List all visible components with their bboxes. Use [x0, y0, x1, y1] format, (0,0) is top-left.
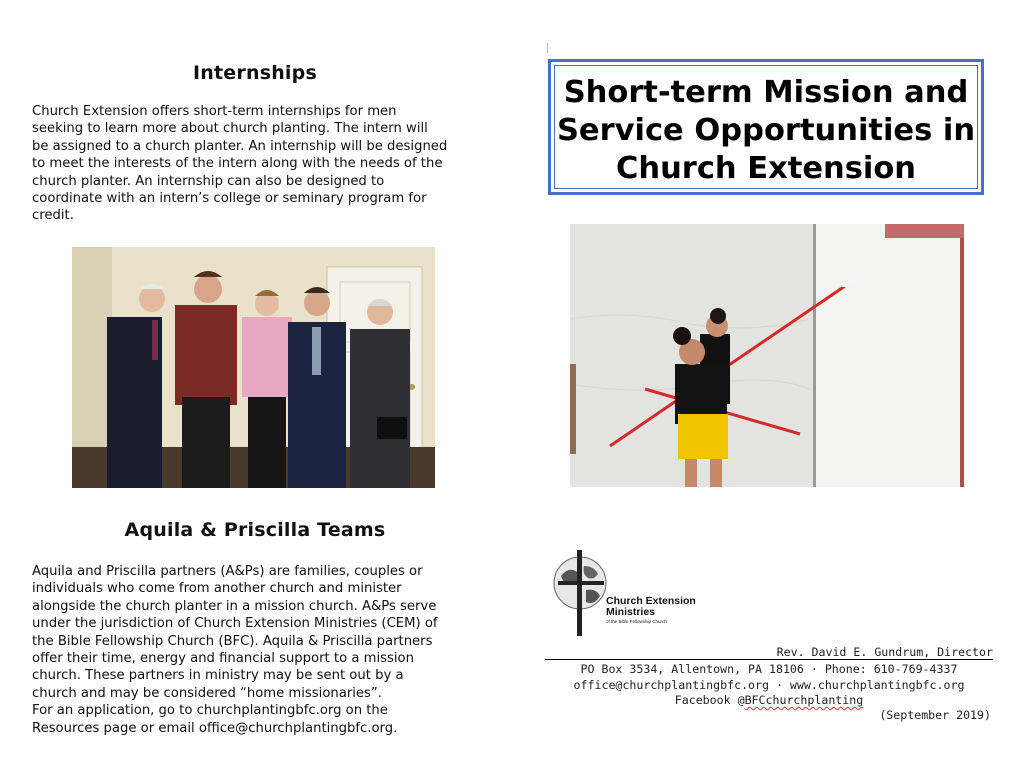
- paragraph-line: church planter. An internship can also be designed to: [32, 173, 385, 189]
- address-line: PO Box 3534, Allentown, PA 18106 · Phone: 610-769-4337: [580, 662, 958, 676]
- group-photo: [72, 247, 435, 488]
- title-line: Short-term Mission and: [563, 75, 969, 110]
- title-line: Service Opportunities in: [556, 113, 976, 148]
- paragraph-line: seeking to learn more about church planting. The intern will: [32, 121, 428, 137]
- paragraph-line: credit.: [32, 208, 74, 224]
- paragraph-line: church. These partners in ministry may be sent out by a: [32, 668, 404, 684]
- brochure-title: [551, 74, 981, 188]
- logo-line-3: of the Bible Fellowship Church: [606, 619, 667, 624]
- director-line: Rev. David E. Gundrum, Director: [776, 645, 993, 659]
- date-line: (September 2019): [879, 708, 991, 722]
- aquila-priscilla-paragraph: [32, 563, 492, 737]
- title-box: [548, 59, 984, 195]
- paragraph-line: to meet the interests of the intern along with the needs of the: [32, 156, 443, 172]
- paragraph-line: Church Extension offers short-term internships for men: [32, 104, 397, 119]
- web-line: office@churchplantingbfc.org · www.churchplantingbfc.org: [573, 678, 965, 692]
- title-line: Church Extension: [615, 151, 917, 186]
- ministry-logo: [546, 548, 696, 638]
- paragraph-line: Resources page or email office@churchplantingbfc.org.: [32, 720, 398, 736]
- internships-paragraph: [32, 103, 492, 225]
- paragraph-line: coordinate with an intern’s college or seminary program for: [32, 191, 427, 207]
- paragraph-line: Aquila and Priscilla partners (A&Ps) are families, couples or: [32, 564, 423, 579]
- footer-divider: [545, 659, 993, 660]
- paragraph-line: individuals who come from another church and minister: [32, 581, 402, 597]
- paragraph-line: alongside the church planter in a mission church. A&Ps serve: [32, 598, 437, 614]
- column-rule: [547, 43, 548, 53]
- facebook-handle[interactable]: BFCchurchplanting: [744, 693, 864, 707]
- paragraph-line: offer their time, energy and financial support to a mission: [32, 651, 414, 667]
- paragraph-line: under the jurisdiction of Church Extension Ministries (CEM) of: [32, 616, 438, 632]
- logo-line-1: Church Extension: [606, 595, 696, 607]
- facebook-line: [545, 692, 993, 708]
- paragraph-line: church and may be considered “home missionaries”.: [32, 685, 382, 701]
- aquila-priscilla-heading: Aquila & Priscilla Teams: [124, 519, 386, 541]
- facebook-prefix: Facebook @: [674, 693, 745, 707]
- paragraph-line: be assigned to a church planter. An internship will be designed: [32, 138, 448, 154]
- logo-line-2: Ministries: [606, 606, 656, 618]
- paragraph-line: For an application, go to churchplantingbfc.org on the: [32, 703, 388, 719]
- painting-photo: [570, 224, 964, 487]
- paragraph-line: the Bible Fellowship Church (BFC). Aquila & Priscilla partners: [32, 633, 433, 649]
- internships-heading: Internships: [193, 62, 317, 84]
